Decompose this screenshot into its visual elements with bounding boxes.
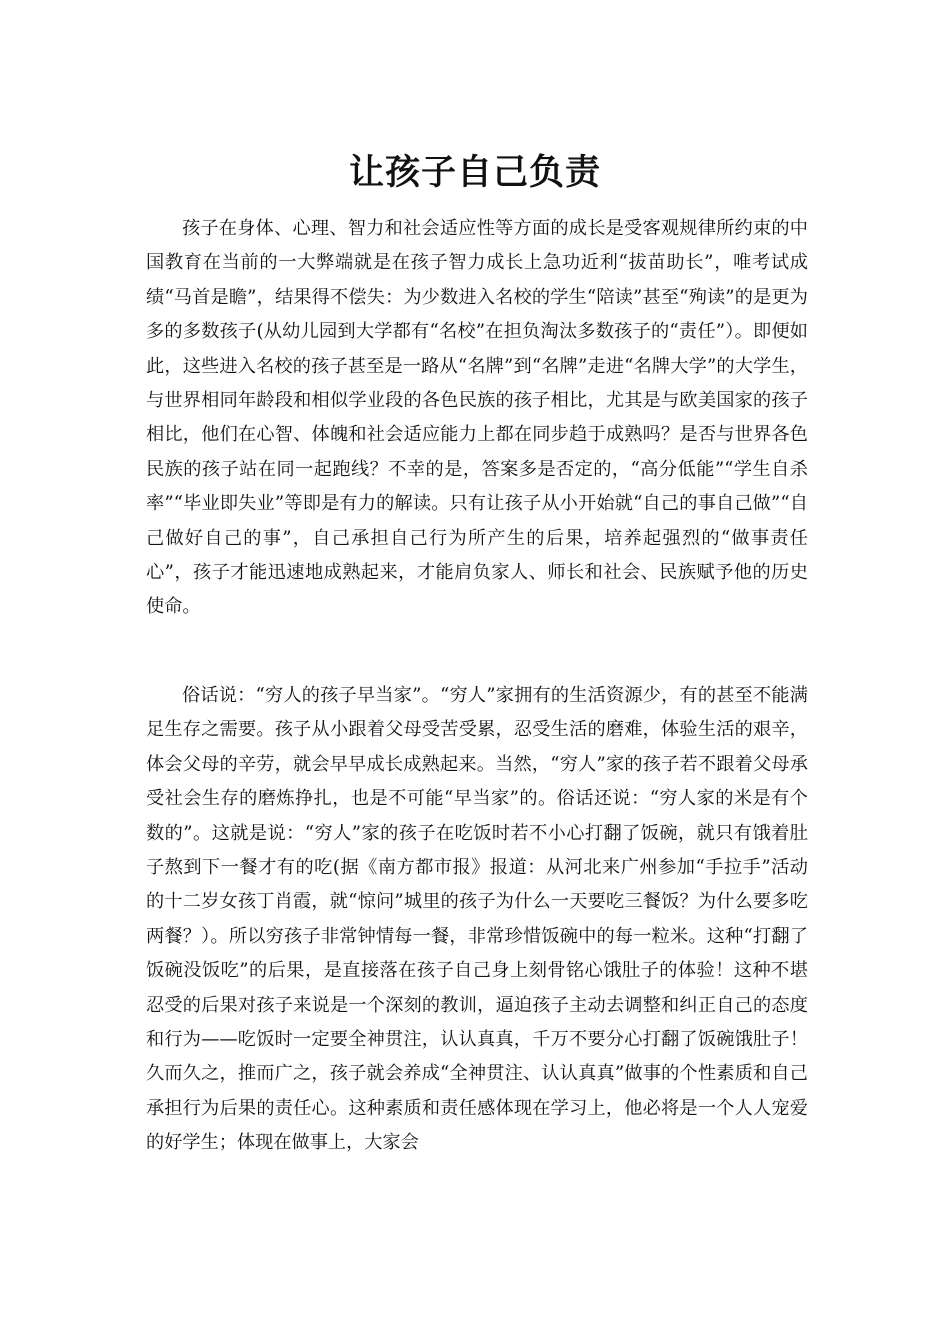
body-paragraph: 俗话说：“穷人的孩子早当家”。“穷人”家拥有的生活资源少，有的甚至不能满足生存之需要。孩子从小跟着父母受苦受累，忍受生活的磨难，体验生活的艰辛，体会父母的辛劳，就会早早成长成熟起来。当然，“穷人”家的孩子若不跟着父母承受社会生存的磨炼挣扎，也是不可能“早当家”的。俗话还说：“穷人家的米是有个数的”。这就是说：“穷人”家的孩子在吃饭时若不小心打翻了饭碗，就只有饿着肚子熬到下一餐才有的吃(据《南方都市报》报道：从河北来广州参加“手拉手”活动的十二岁女孩丁肖霞，就“惊问”城里的孩子为什么一天要吃三餐饭？为什么要多吃两餐？）。所以穷孩子非常钟情每一餐，非常珍惜饭碗中的每一粒米。这种“打翻了饭碗没饭吃”的后果，是直接落在孩子自己身上刻骨铭心饿肚子的体验！这种不堪忍受的后果对孩子来说是一个深刻的教训，逼迫孩子主动去调整和纠正自己的态度和行为——吃饭时一定要全神贯注，认认真真，千万不要分心打翻了饭碗饿肚子！久而久之，推而广之，孩子就会养成“全神贯注、认认真真”做事的个性素质和自己承担行为后果的责任心。这种素质和责任感体现在学习上，他必将是一个人人宠爱的好学生；体现在做事上，大家会 <box>146 685 808 1154</box>
document-title: 让孩子自己负责 <box>348 152 601 194</box>
body-paragraph: 孩子在身体、心理、智力和社会适应性等方面的成长是受客观规律所约束的中国教育在当前的一大弊端就是在孩子智力成长上急功近利“拔苗助长”，唯考试成绩“马首是瞻”，结果得不偿失：为少数进入名校的学生“陪读”甚至“殉读”的是更为多的多数孩子(从幼儿园到大学都有“名校”在担负淘汰多数孩子的“责任”）。即便如此，这些进入名校的孩子甚至是一路从“名牌”到“名牌”走进“名牌大学”的大学生，与世界相同年龄段和相似学业段的各色民族的孩子相比，尤其是与欧美国家的孩子相比，他们在心智、体魄和社会适应能力上都在同步趋于成熟吗？是否与世界各色民族的孩子站在同一起跑线？不幸的是，答案多是否定的，“高分低能”“学生自杀率”“毕业即失业”等即是有力的解读。只有让孩子从小开始就“自己的事自己做”“自己做好自己的事”，自己承担自己行为所产生的后果，培养起强烈的“做事责任心”，孩子才能迅速地成熟起来，才能肩负家人、师长和社会、民族赋予他的历史使命。 <box>146 218 808 618</box>
